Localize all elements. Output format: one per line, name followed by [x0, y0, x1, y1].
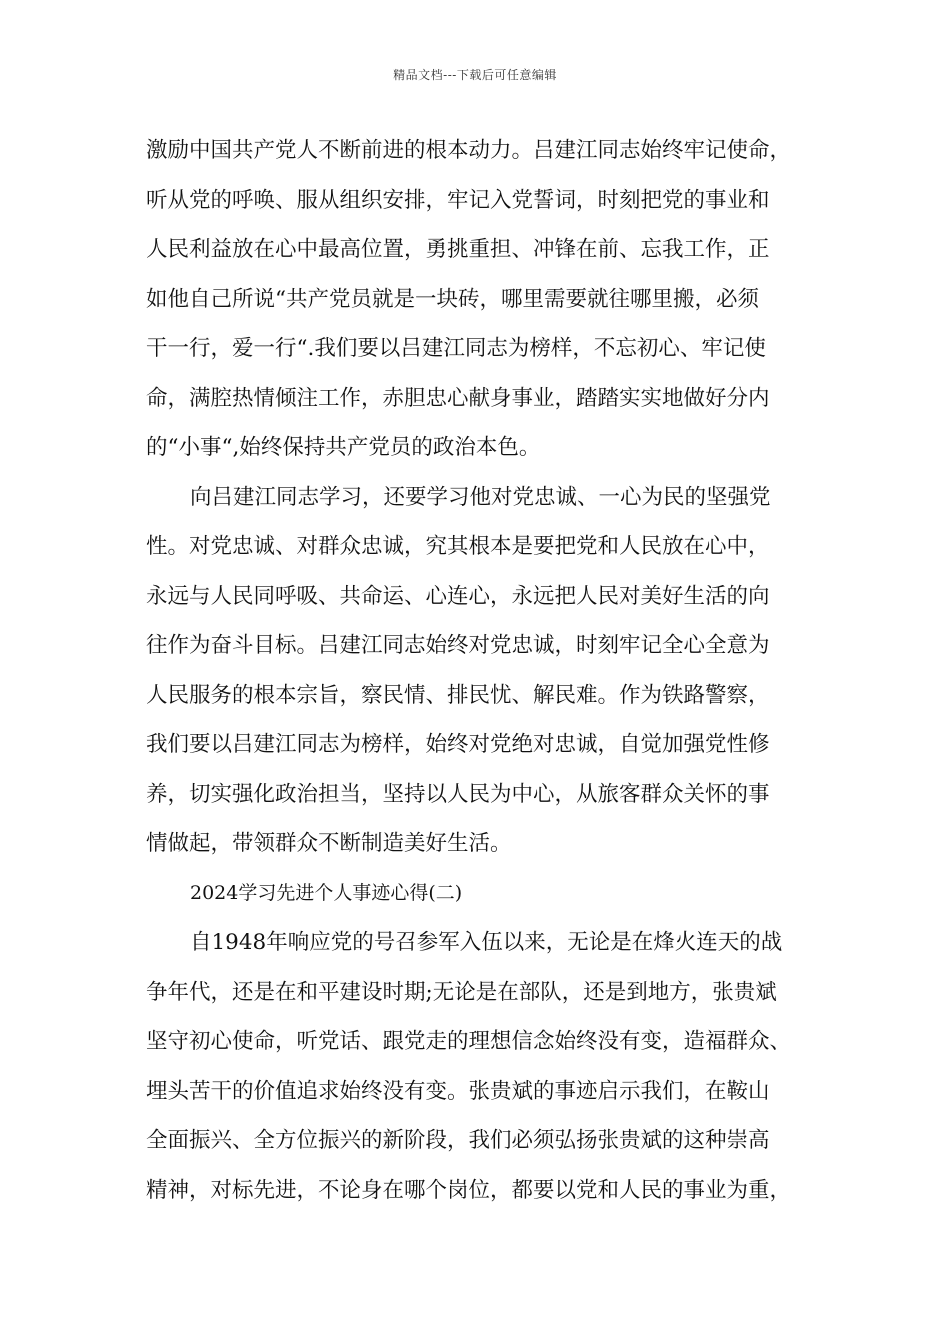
- text-line: 往作为奋斗目标。吕建江同志始终对党忠诚，时刻牢记全心全意为: [146, 633, 770, 658]
- text-line: 人民利益放在心中最高位置，勇挑重担、冲锋在前、忘我工作，正: [146, 237, 770, 262]
- text-line: 养，切实强化政治担当，坚持以人民为中心，从旅客群众关怀的事: [146, 781, 770, 807]
- text-line: 争年代，还是在和平建设时期;无论是在部队，还是到地方，张贵斌: [146, 979, 777, 1005]
- text-line: 永远与人民同呼吸、共命运、心连心，永远把人民对美好生活的向: [146, 583, 770, 609]
- text-line: 命，满腔热情倾注工作，赤胆忠心献身事业，踏踏实实地做好分内: [146, 385, 770, 411]
- text-line: 精神，对标先进，不论身在哪个岗位，都要以党和人民的事业为重，: [146, 1177, 792, 1203]
- text-line: 人民服务的根本宗旨，察民情、排民忧、解民难。作为铁路警察，: [146, 682, 770, 708]
- text-line: 激励中国共产党人不断前进的根本动力。吕建江同志始终牢记使命，: [146, 138, 792, 163]
- text-line: 坚守初心使命，听党话、跟党走的理想信念始终没有变，造福群众、: [146, 1029, 792, 1054]
- text-line: 干一行，爱一行“.我们要以吕建江同志为榜样，不忘初心、牢记使: [146, 336, 766, 361]
- text-line: 听从党的呼唤、服从组织安排，牢记入党誓词，时刻把党的事业和: [146, 187, 770, 213]
- text-line: 性。对党忠诚、对群众忠诚，究其根本是要把党和人民放在心中，: [146, 534, 770, 559]
- text-line: 我们要以吕建江同志为榜样，始终对党绝对忠诚，自觉加强党性修: [146, 732, 770, 757]
- text-line: 全面振兴、全方位振兴的新阶段，我们必须弘扬张贵斌的这种崇高: [146, 1128, 770, 1153]
- text-line: 向吕建江同志学习，还要学习他对党忠诚、一心为民的坚强党: [190, 484, 771, 510]
- section-heading: 2024学习先进个人事迹心得(二): [190, 881, 463, 904]
- text-line: 自1948年响应党的号召参军入伍以来，无论是在烽火连天的战: [190, 930, 783, 955]
- text-line: 如他自己所说“共产党员就是一块砖，哪里需要就往哪里搬，必须: [146, 286, 759, 312]
- text-line: 埋头苦干的价值追求始终没有变。张贵斌的事迹启示我们，在鞍山: [146, 1078, 770, 1104]
- body-text: [146, 126, 826, 1215]
- page-header: 精品文档---下载后可任意编辑: [393, 68, 557, 82]
- text-line: 情做起，带领群众不断制造美好生活。: [146, 831, 512, 856]
- text-line: 的“小事“,始终保持共产党员的政治本色。: [146, 435, 541, 460]
